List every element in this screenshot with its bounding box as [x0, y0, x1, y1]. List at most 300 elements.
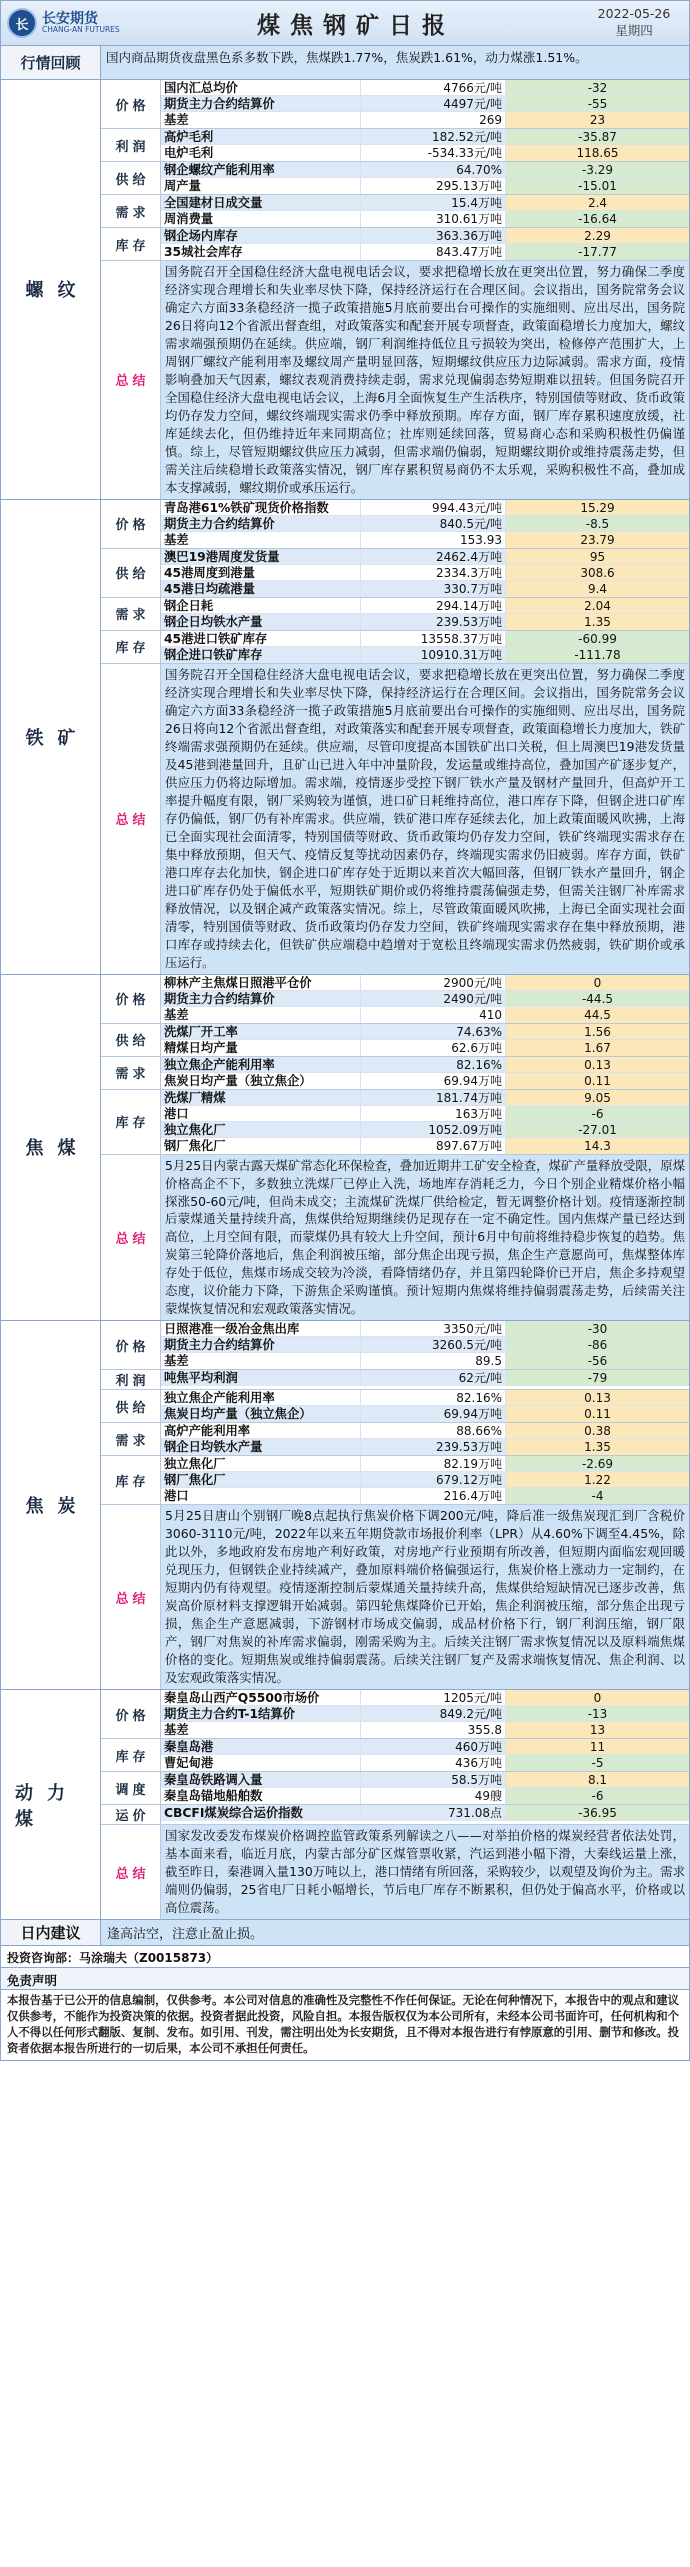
- indicator-change: -2.69: [506, 1456, 689, 1471]
- indicator-category: 库存: [101, 1739, 161, 1771]
- indicator-rows: [161, 1739, 689, 1771]
- table-row: [161, 1439, 689, 1455]
- indicator-rows: [161, 1024, 689, 1056]
- commodity-label: 动力煤: [1, 1690, 101, 1919]
- table-row: [161, 1805, 689, 1821]
- indicator-name: 焦炭日均产量（独立焦企）: [161, 1406, 361, 1422]
- indicator-category: 调度: [101, 1772, 161, 1804]
- indicator-group: [101, 1690, 689, 1739]
- logo-name: 长安期货: [42, 10, 98, 27]
- indicator-group: [101, 195, 689, 228]
- indicator-category: 库存: [101, 1090, 161, 1154]
- table-row: [161, 162, 689, 178]
- table-row: [161, 631, 689, 647]
- indicator-value: 897.67万吨: [361, 1138, 506, 1154]
- summary-block: [101, 1155, 689, 1321]
- indicator-group: [101, 1370, 689, 1390]
- indicator-change: 0: [506, 1690, 689, 1705]
- indicator-change: 0.11: [506, 1406, 689, 1422]
- indicator-category: 运价: [101, 1805, 161, 1824]
- indicator-change: 2.4: [506, 195, 689, 210]
- indicator-change: 1.67: [506, 1040, 689, 1056]
- indicator-name: 日照港准一级冶金焦出库: [161, 1321, 361, 1336]
- disclaimer-text: 本报告基于已公开的信息编制，仅供参考。本公司对信息的准确性及完整性不作任何保证。无论在何种情况下，本报告中的观点和建议仅供参考，不能作为投资决策的依据。投资者据此投资，风险自担。本报告版权仅为本公司所有，未经本公司书面许可，任何机构和个人不得以任何形式翻版、复制、发布。如引用、刊发，需注明出处为长安期货，且不得对本报告进行有悖原意的引用、删节和修改。投资者依据本报告所进行的一切后果，本公司不承担任何责任。: [0, 1990, 690, 2061]
- indicator-change: 23: [506, 112, 689, 128]
- indicator-change: -13: [506, 1706, 689, 1721]
- company-logo: [1, 1, 133, 45]
- table-row: [161, 1138, 689, 1154]
- market-review: [0, 46, 690, 80]
- table-row: [161, 129, 689, 145]
- indicator-change: 14.3: [506, 1138, 689, 1154]
- table-row: [161, 1423, 689, 1439]
- indicator-rows: [161, 1772, 689, 1804]
- indicator-name: 基差: [161, 112, 361, 128]
- indicator-change: 1.56: [506, 1024, 689, 1039]
- indicator-value: 163万吨: [361, 1106, 506, 1121]
- indicator-rows: [161, 228, 689, 260]
- table-row: [161, 1122, 689, 1138]
- indicator-group: [101, 228, 689, 261]
- indicator-value: 49艘: [361, 1788, 506, 1804]
- indicator-value: 363.36万吨: [361, 228, 506, 243]
- indicator-change: -36.95: [506, 1805, 689, 1821]
- indicator-value: 849.2元/吨: [361, 1706, 506, 1721]
- table-row: [161, 1007, 689, 1023]
- table-row: [161, 1024, 689, 1040]
- indicator-rows: [161, 1805, 689, 1824]
- indicator-value: 216.4万吨: [361, 1488, 506, 1504]
- summary-text: 国家发改委发布煤炭价格调控监管政策系列解读之八——对举拍价格的煤炭经营者依法处罚，基本面来看，临近月底，内蒙古部分矿区煤管票收紧，汽运到港小幅下滑，大秦线运量上涨，截至昨日，秦港调入量130万吨以上，港口情绪有所回落，采购较少，以观望及询价为主。需求端则仍偏弱，25省电厂日耗小幅增长，节后电厂库存不断累积，但仍处于偏高水平，价格或以高位震荡。: [161, 1825, 689, 1919]
- indicator-value: 410: [361, 1007, 506, 1023]
- indicator-name: 青岛港61%铁矿现货价格指数: [161, 500, 361, 515]
- summary-label: 总结: [101, 1505, 161, 1689]
- indicator-change: 9.05: [506, 1090, 689, 1105]
- indicator-change: 13: [506, 1722, 689, 1738]
- indicator-value: 10910.31万吨: [361, 647, 506, 663]
- indicator-value: 64.70%: [361, 162, 506, 177]
- indicator-value: 1052.09万吨: [361, 1122, 506, 1137]
- indicator-name: 钢企进口铁矿库存: [161, 647, 361, 663]
- intraday-advice-text: 逢高沽空，注意止盈止损。: [101, 1920, 689, 1945]
- indicator-name: 秦皇岛山西产Q5500市场价: [161, 1690, 361, 1705]
- indicator-value: 4497元/吨: [361, 96, 506, 111]
- table-row: [161, 1406, 689, 1422]
- indicator-change: 1.35: [506, 614, 689, 630]
- table-row: [161, 1690, 689, 1706]
- indicator-group: [101, 1024, 689, 1057]
- indicator-name: 高炉产能利用率: [161, 1423, 361, 1438]
- indicator-category: 供给: [101, 549, 161, 597]
- table-row: [161, 614, 689, 630]
- indicator-value: 15.4万吨: [361, 195, 506, 210]
- indicator-name: 钢企日均铁水产量: [161, 614, 361, 630]
- table-row: [161, 991, 689, 1007]
- table-row: [161, 1739, 689, 1755]
- indicator-change: 118.65: [506, 145, 689, 161]
- indicator-value: 153.93: [361, 532, 506, 548]
- indicator-category: 需求: [101, 598, 161, 630]
- indicator-value: 3260.5元/吨: [361, 1337, 506, 1352]
- table-row: [161, 1706, 689, 1722]
- indicator-group: [101, 1805, 689, 1825]
- indicator-value: 460万吨: [361, 1739, 506, 1754]
- summary-label: 总结: [101, 261, 161, 499]
- consultant-line: 投资咨询部：马涂瑞夫（Z0015873）: [0, 1946, 690, 1968]
- indicator-group: [101, 500, 689, 549]
- table-row: [161, 211, 689, 227]
- summary-label: 总结: [101, 1155, 161, 1321]
- table-row: [161, 1073, 689, 1089]
- indicator-name: 期货主力合约结算价: [161, 1337, 361, 1352]
- indicator-change: 15.29: [506, 500, 689, 515]
- indicator-change: 23.79: [506, 532, 689, 548]
- disclaimer-title: 免责声明: [0, 1968, 690, 1990]
- indicator-value: 679.12万吨: [361, 1472, 506, 1487]
- commodity-body: [101, 975, 689, 1321]
- indicator-name: 澳巴19港周度发货量: [161, 549, 361, 564]
- indicator-rows: [161, 549, 689, 597]
- indicator-value: 1205元/吨: [361, 1690, 506, 1705]
- indicator-value: 239.53万吨: [361, 614, 506, 630]
- indicator-name: 期货主力合约结算价: [161, 516, 361, 531]
- report-date-block: [579, 1, 689, 45]
- indicator-name: 精煤日均产量: [161, 1040, 361, 1056]
- indicator-rows: [161, 631, 689, 663]
- commodity-section: [0, 80, 690, 500]
- indicator-change: -79: [506, 1370, 689, 1386]
- indicator-change: -44.5: [506, 991, 689, 1006]
- indicator-value: 69.94万吨: [361, 1406, 506, 1422]
- table-row: [161, 1370, 689, 1386]
- table-row: [161, 178, 689, 194]
- commodity-label: 铁矿: [1, 500, 101, 974]
- indicator-value: 3350元/吨: [361, 1321, 506, 1336]
- indicator-change: -4: [506, 1488, 689, 1504]
- indicator-value: 840.5元/吨: [361, 516, 506, 531]
- indicator-name: 洗煤厂开工率: [161, 1024, 361, 1039]
- indicator-value: 843.47万吨: [361, 244, 506, 260]
- indicator-category: 供给: [101, 1390, 161, 1422]
- indicator-group: [101, 598, 689, 631]
- indicator-name: 基差: [161, 1353, 361, 1369]
- indicator-name: 秦皇岛铁路调入量: [161, 1772, 361, 1787]
- indicator-group: [101, 1057, 689, 1090]
- table-row: [161, 80, 689, 96]
- indicator-group: [101, 80, 689, 129]
- table-row: [161, 1755, 689, 1771]
- indicator-value: 69.94万吨: [361, 1073, 506, 1089]
- indicator-rows: [161, 1456, 689, 1504]
- indicator-category: 需求: [101, 195, 161, 227]
- indicator-name: 钢企场内库存: [161, 228, 361, 243]
- indicator-value: 82.19万吨: [361, 1456, 506, 1471]
- table-row: [161, 195, 689, 211]
- commodity-body: [101, 80, 689, 499]
- indicator-value: 89.5: [361, 1353, 506, 1369]
- indicator-change: -32: [506, 80, 689, 95]
- indicator-name: 独立焦企产能利用率: [161, 1057, 361, 1072]
- commodity-section: [0, 975, 690, 1322]
- indicator-name: 全国建材日成交量: [161, 195, 361, 210]
- indicator-value: 62.6万吨: [361, 1040, 506, 1056]
- table-row: [161, 1456, 689, 1472]
- table-row: [161, 145, 689, 161]
- summary-label: 总结: [101, 1825, 161, 1919]
- indicator-value: 2900元/吨: [361, 975, 506, 990]
- indicator-name: 国内汇总均价: [161, 80, 361, 95]
- indicator-group: [101, 129, 689, 162]
- indicator-name: 秦皇岛锚地船舶数: [161, 1788, 361, 1804]
- commodity-label: 焦炭: [1, 1321, 101, 1689]
- indicator-name: 45港周度到港量: [161, 565, 361, 580]
- table-row: [161, 1321, 689, 1337]
- summary-label: 总结: [101, 664, 161, 974]
- indicator-category: 价格: [101, 1690, 161, 1738]
- intraday-advice: [0, 1920, 690, 1946]
- indicator-rows: [161, 1057, 689, 1089]
- indicator-change: 1.22: [506, 1472, 689, 1487]
- indicator-rows: [161, 598, 689, 630]
- summary-text: 5月25日唐山个别钢厂晚8点起执行焦炭价格下调200元/吨，降后准一级焦炭现汇到厂含税价3060-3110元/吨，2022年以来五年期贷款市场报价利率（LPR）从4.60%下调至4.45%，除此以外，多地政府发布房地产利好政策，对房地产行业预期有所改善，但短期内面临宏观回暖兑现压力，但钢铁企业持续减产，叠加原料端价格偏强运行，焦炭价格上涨动力一定制约，在短期内仍有待观望。疫情逐渐控制后蒙煤通关量持续升高，焦煤供给短缺情况已逐步改善，焦炭高价原材料支撑逻辑开始减弱。第四轮焦煤降价已开始，焦企利润被压缩，部分焦企出现亏损，焦企生产意愿减弱，下游钢材市场成交偏弱，成品材价格下行，钢厂利润压缩，钢厂限产，钢厂对焦炭的补库需求偏弱，刚需采购为主。后续关注钢厂需求恢复情况以及原料端焦煤价格的变化。短期焦炭或维持偏弱震荡。后续关注钢厂复产及需求端恢复情况、焦企利润、以及宏观政策落实情况。: [161, 1505, 689, 1689]
- table-row: [161, 500, 689, 516]
- summary-block: [101, 664, 689, 974]
- indicator-category: 利润: [101, 1370, 161, 1389]
- indicator-change: -86: [506, 1337, 689, 1352]
- indicator-category: 供给: [101, 1024, 161, 1056]
- indicator-value: 88.66%: [361, 1423, 506, 1438]
- indicator-name: 周产量: [161, 178, 361, 194]
- indicator-value: 82.16%: [361, 1057, 506, 1072]
- table-row: [161, 1337, 689, 1353]
- indicator-change: 0.13: [506, 1390, 689, 1405]
- indicator-change: -56: [506, 1353, 689, 1369]
- indicator-name: 45港日均疏港量: [161, 581, 361, 597]
- indicator-change: -17.77: [506, 244, 689, 260]
- indicator-name: 电炉毛利: [161, 145, 361, 161]
- table-row: [161, 1040, 689, 1056]
- indicator-name: 基差: [161, 532, 361, 548]
- indicator-name: 钢企日均铁水产量: [161, 1439, 361, 1455]
- indicator-rows: [161, 1090, 689, 1154]
- summary-text: 国务院召开全国稳住经济大盘电视电话会议，要求把稳增长放在更突出位置，努力确保二季度经济实现合理增长和失业率尽快下降，保持经济运行在合理区间。会议指出，国务院常务会议确定六方面33条稳经济一揽子政策措施5月底前要出台可操作的实施细则、应出尽出，国务院26日将向12个省派出督查组，对政策落实和配套开展专项督查，政策面稳增长力度加大，铁矿终端需求强预期仍在延续。供应端，尽管印度提高本国铁矿出口关税，但上周澳巴19港发货量及45港到港量回升，且矿山已进入年中冲量阶段，发运量或维持高位，叠加国产矿逐步复产，供应压力仍将边际增加。需求端，疫情逐步受控下钢厂铁水产量及钢材产量回升，但高炉开工率提升幅度有限，钢厂采购较为谨慎，进口矿日耗维持高位，港口库存下降，但钢企进口矿库存仍偏低，钢厂仍有补库需求。供应端，铁矿港口库存延续去化，加上政策面暖风吹拂，上海已全面实现社会面清零，特别国债等财政、货币政策均仍存发力空间，铁矿终端现实需求存在集中释放预期，但天气、疫情反复等扰动因素仍存，终端现实需求仍旧疲弱。库存方面，铁矿港口库存去化加快，钢企进口矿库存处于近期以来首次大幅回落，但钢厂铁水产量回升，钢企进口矿库存仍处于偏低水平，短期铁矿期价或仍将维持震荡偏强走势，但需关注钢厂补库需求释放情况，以及钢企减产政策落实情况。综上，尽管政策面暖风吹拂，上海已全面实现社会面清零，特别国债等财政、货币政策均仍存发力空间，铁矿终端现实需求存在集中释放预期，港口库存或持续去化，但铁矿供应端稳中趋增对于宽松且终端现实需求仍然疲弱，铁矿期价或承压运行。: [161, 664, 689, 974]
- indicator-name: 高炉毛利: [161, 129, 361, 144]
- indicator-change: -5: [506, 1755, 689, 1771]
- indicator-value: 294.14万吨: [361, 598, 506, 613]
- indicator-value: 2462.4万吨: [361, 549, 506, 564]
- indicator-name: 钢厂焦化厂: [161, 1472, 361, 1487]
- indicator-change: 9.4: [506, 581, 689, 597]
- table-row: [161, 112, 689, 128]
- summary-text: 5月25日内蒙古露天煤矿常态化环保检查，叠加近期井工矿安全检查，煤矿产量释放受限，原煤价格高企不下，多数独立洗煤厂已停止入洗，场地库存消耗乏力，今日个别企业精煤价格小幅探涨50-60元/吨，但尚未成交；主流煤矿洗煤厂供给检定，暂无调整价格计划。疫情逐渐控制后蒙煤通关量持续升高，焦煤供给短期继续仍足现存在一定不确定性。国内焦煤产量已经达到高位，上月空间有限，而蒙煤仍具有较大上升空间，预计6月中旬前将维持稳步恢复的趋势。焦炭第三轮降价落地后，焦企利润被压缩，部分焦企出现亏损，焦企生产意愿尚可，焦煤整体库存处于低位，焦煤市场成交较为冷淡，看降情绪仍存，并且第四轮降价已开启，焦企多持观望态度，议价能力下降，下游焦企采购谨慎。预计短期内焦煤将维持偏弱震荡走势，后续需关注蒙煤恢复情况和宏观政策落实情况。: [161, 1155, 689, 1321]
- indicator-category: 需求: [101, 1423, 161, 1455]
- indicator-rows: [161, 500, 689, 548]
- indicator-name: 焦炭日均产量（独立焦企）: [161, 1073, 361, 1089]
- indicator-change: -111.78: [506, 647, 689, 663]
- indicator-name: 期货主力合约结算价: [161, 991, 361, 1006]
- indicator-value: 295.13万吨: [361, 178, 506, 194]
- indicator-value: 269: [361, 112, 506, 128]
- indicator-value: 181.74万吨: [361, 1090, 506, 1105]
- indicator-name: 钢企螺纹产能利用率: [161, 162, 361, 177]
- table-row: [161, 516, 689, 532]
- indicator-change: 11: [506, 1739, 689, 1754]
- indicator-change: -8.5: [506, 516, 689, 531]
- table-row: [161, 581, 689, 597]
- indicator-name: 钢厂焦化厂: [161, 1138, 361, 1154]
- indicator-value: 310.61万吨: [361, 211, 506, 227]
- indicator-change: -35.87: [506, 129, 689, 144]
- indicator-group: [101, 1390, 689, 1423]
- table-row: [161, 96, 689, 112]
- indicator-value: 182.52元/吨: [361, 129, 506, 144]
- indicator-change: 0.11: [506, 1073, 689, 1089]
- indicator-value: 4766元/吨: [361, 80, 506, 95]
- indicator-change: 308.6: [506, 565, 689, 580]
- table-row: [161, 1722, 689, 1738]
- table-row: [161, 549, 689, 565]
- summary-text: 国务院召开全国稳住经济大盘电视电话会议，要求把稳增长放在更突出位置，努力确保二季度经济实现合理增长和失业率尽快下降，保持经济运行在合理区间。会议指出，国务院常务会议确定六方面33条稳经济一揽子政策措施5月底前要出台可操作的实施细则、应出尽出，国务院26日将向12个省派出督查组，对政策落实和配套开展专项督查，政策面稳增长力度加大，螺纹需求端强预期仍在延续。供应端，钢厂利润维持低位且亏损较为突出，检修停产范围扩大，上周钢厂螺纹产能利用率及螺纹周产量明显回落，短期螺纹供应压力边际减弱。需求方面，疫情影响叠加天气因素，螺纹表观消费持续走弱，需求兑现偏弱态势短期难以扭转。但国务院召开全国稳住经济大盘电视电话会议，上海6月全面恢复生产生活秩序，特别国债等财政、货币政策均仍存发力空间，螺纹终端现实需求仍季中释放预期。库存方面，钢厂库存累积速度放缓，社库延续去化，但仍维持近年来同期高位；社库则延续回落，贸易商心态和采购积极性仍偏谨慎。综上，尽管短期螺纹供应压力减弱，但需求端仍偏弱，短期螺纹期价或维持震荡走势，但需关注后续稳增长政策落实情况，钢厂库存累积贸易商仍不太乐观，采购积极性不高，叠加成本支撑减弱，螺纹期价或承压运行。: [161, 261, 689, 499]
- indicator-name: 秦皇岛港: [161, 1739, 361, 1754]
- report-date: 2022-05-26: [597, 6, 671, 22]
- indicator-name: 期货主力合约结算价: [161, 96, 361, 111]
- indicator-name: 独立焦化厂: [161, 1122, 361, 1137]
- table-row: [161, 1488, 689, 1504]
- intraday-advice-label: 日内建议: [1, 1920, 101, 1945]
- indicator-change: 2.29: [506, 228, 689, 243]
- indicator-category: 库存: [101, 1456, 161, 1504]
- commodity-sections: [0, 80, 690, 1920]
- indicator-value: 330.7万吨: [361, 581, 506, 597]
- indicator-value: 2490元/吨: [361, 991, 506, 1006]
- logo-badge: 长: [7, 8, 37, 38]
- indicator-group: [101, 1739, 689, 1772]
- indicator-value: 355.8: [361, 1722, 506, 1738]
- indicator-rows: [161, 1690, 689, 1738]
- indicator-rows: [161, 1321, 689, 1369]
- indicator-change: -55: [506, 96, 689, 111]
- indicator-category: 库存: [101, 631, 161, 663]
- commodity-label: 螺纹: [1, 80, 101, 499]
- table-row: [161, 1353, 689, 1369]
- summary-block: [101, 1825, 689, 1919]
- indicator-name: 周消费量: [161, 211, 361, 227]
- indicator-value: -534.33元/吨: [361, 145, 506, 161]
- indicator-value: 436万吨: [361, 1755, 506, 1771]
- logo-name-en: CHANG-AN FUTURES: [42, 25, 120, 35]
- indicator-change: -15.01: [506, 178, 689, 194]
- table-row: [161, 228, 689, 244]
- indicator-name: CBCFI煤炭综合运价指数: [161, 1805, 361, 1821]
- indicator-rows: [161, 80, 689, 128]
- indicator-name: 港口: [161, 1488, 361, 1504]
- table-row: [161, 244, 689, 260]
- indicator-rows: [161, 1423, 689, 1455]
- market-review-text: 国内商品期货夜盘黑色系多数下跌，焦煤跌1.77%，焦炭跌1.61%，动力煤涨1.51%。: [101, 46, 689, 79]
- indicator-change: -30: [506, 1321, 689, 1336]
- indicator-name: 洗煤厂精煤: [161, 1090, 361, 1105]
- indicator-change: 44.5: [506, 1007, 689, 1023]
- indicator-name: 基差: [161, 1722, 361, 1738]
- indicator-name: 独立焦化厂: [161, 1456, 361, 1471]
- indicator-value: 74.63%: [361, 1024, 506, 1039]
- indicator-change: 95: [506, 549, 689, 564]
- indicator-category: 价格: [101, 975, 161, 1023]
- table-row: [161, 647, 689, 663]
- indicator-group: [101, 1456, 689, 1505]
- table-row: [161, 565, 689, 581]
- indicator-change: -27.01: [506, 1122, 689, 1137]
- indicator-name: 基差: [161, 1007, 361, 1023]
- indicator-value: 62元/吨: [361, 1370, 506, 1386]
- commodity-section: [0, 500, 690, 975]
- commodity-body: [101, 1321, 689, 1689]
- summary-block: [101, 261, 689, 499]
- commodity-body: [101, 500, 689, 974]
- commodity-label: 焦煤: [1, 975, 101, 1321]
- report-weekday: 星期四: [615, 23, 653, 38]
- indicator-change: 1.35: [506, 1439, 689, 1455]
- indicator-group: [101, 549, 689, 598]
- indicator-name: 独立焦企产能利用率: [161, 1390, 361, 1405]
- table-row: [161, 975, 689, 991]
- indicator-change: -3.29: [506, 162, 689, 177]
- indicator-value: 731.08点: [361, 1805, 506, 1821]
- indicator-value: 13558.37万吨: [361, 631, 506, 646]
- indicator-change: -6: [506, 1788, 689, 1804]
- indicator-value: 2334.3万吨: [361, 565, 506, 580]
- indicator-value: 82.16%: [361, 1390, 506, 1405]
- indicator-group: [101, 1321, 689, 1370]
- indicator-group: [101, 1090, 689, 1155]
- table-row: [161, 1106, 689, 1122]
- indicator-category: 价格: [101, 500, 161, 548]
- indicator-group: [101, 1423, 689, 1456]
- market-review-label: 行情回顾: [1, 46, 101, 79]
- indicator-group: [101, 1772, 689, 1805]
- table-row: [161, 1390, 689, 1406]
- table-row: [161, 1057, 689, 1073]
- table-row: [161, 1788, 689, 1804]
- indicator-rows: [161, 129, 689, 161]
- indicator-rows: [161, 975, 689, 1023]
- commodity-section: [0, 1321, 690, 1690]
- indicator-category: 价格: [101, 1321, 161, 1369]
- indicator-value: 58.5万吨: [361, 1772, 506, 1787]
- indicator-name: 吨焦平均利润: [161, 1370, 361, 1386]
- table-row: [161, 1090, 689, 1106]
- indicator-name: 港口: [161, 1106, 361, 1121]
- indicator-rows: [161, 1390, 689, 1422]
- table-row: [161, 532, 689, 548]
- indicator-change: -16.64: [506, 211, 689, 227]
- indicator-rows: [161, 195, 689, 227]
- indicator-group: [101, 162, 689, 195]
- report-header: [0, 0, 690, 46]
- summary-block: [101, 1505, 689, 1689]
- table-row: [161, 1772, 689, 1788]
- indicator-name: 35城社会库存: [161, 244, 361, 260]
- indicator-category: 供给: [101, 162, 161, 194]
- indicator-category: 库存: [101, 228, 161, 260]
- indicator-category: 需求: [101, 1057, 161, 1089]
- indicator-group: [101, 631, 689, 664]
- commodity-section: [0, 1690, 690, 1920]
- report-title: 煤焦钢矿日报: [257, 11, 455, 39]
- indicator-name: 钢企日耗: [161, 598, 361, 613]
- commodity-body: [101, 1690, 689, 1919]
- indicator-name: 期货主力合约T-1结算价: [161, 1706, 361, 1721]
